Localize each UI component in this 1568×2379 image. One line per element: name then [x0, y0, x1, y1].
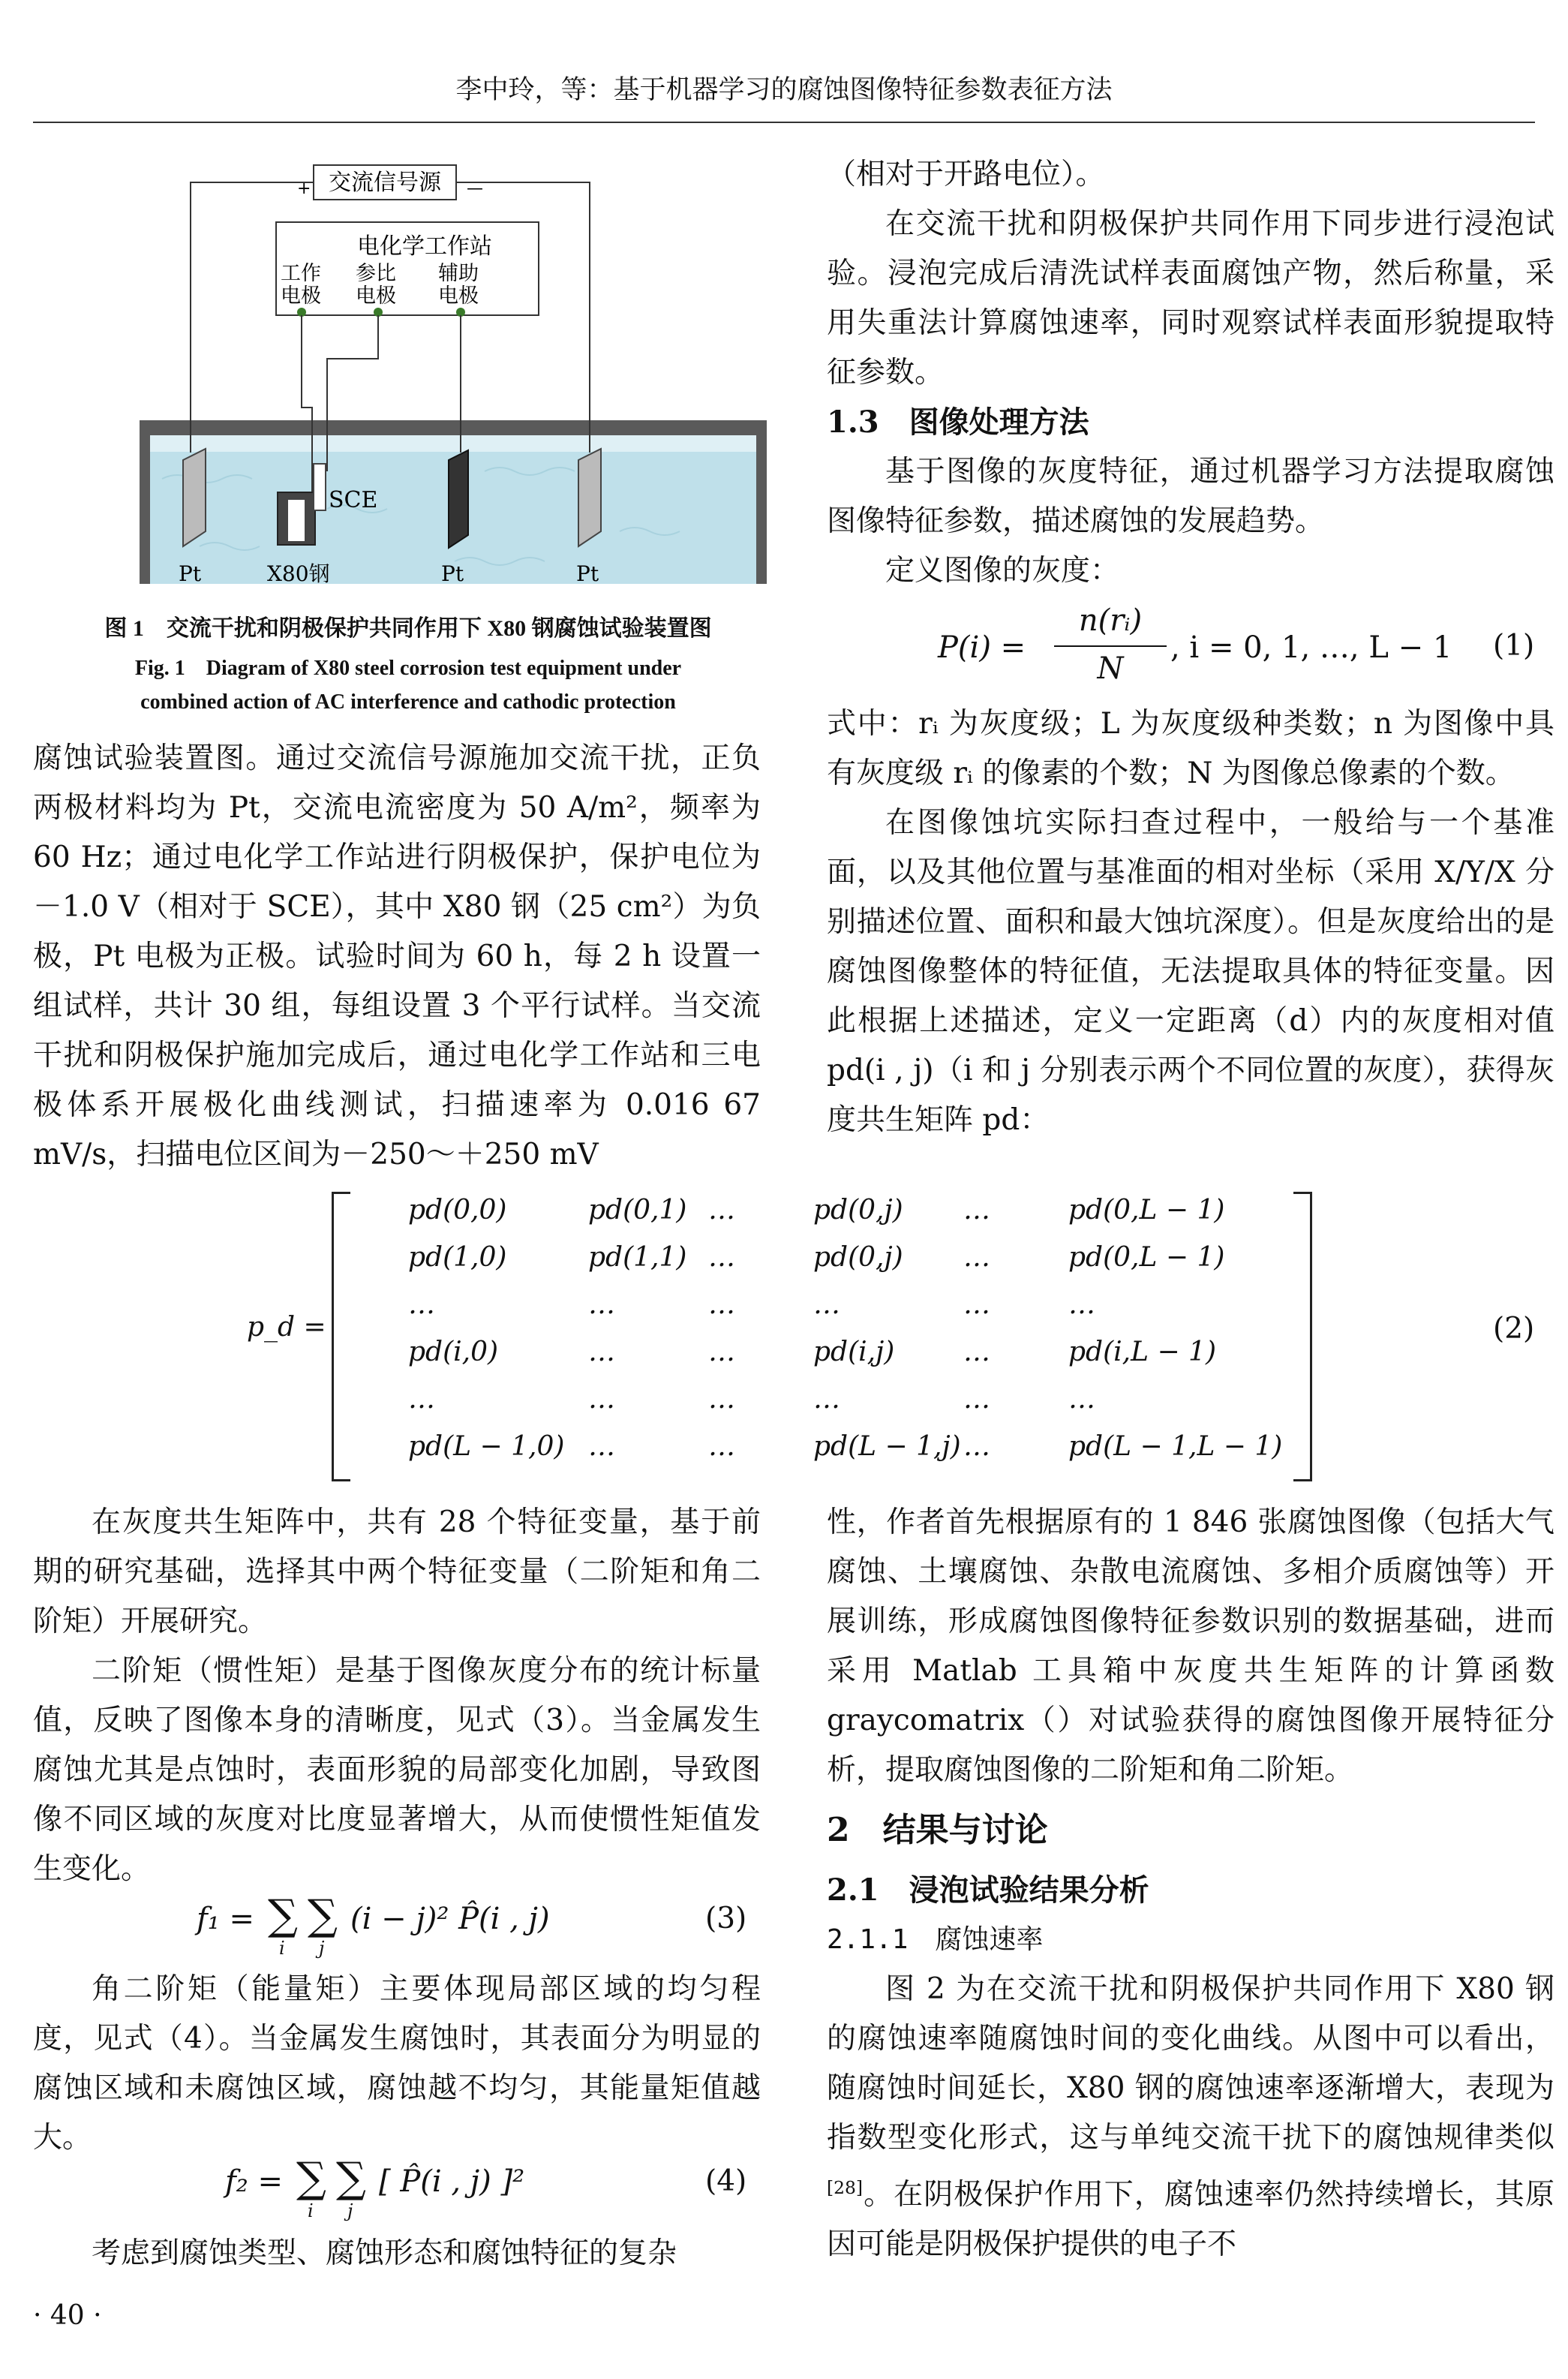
equation-4: f₂ = ∑ i ∑ j [ P̂(i , j) ]²: [225, 2154, 525, 2221]
matrix-cell: …: [408, 1384, 435, 1415]
matrix-bracket-right: [1293, 1192, 1312, 1481]
matrix-grid: [348, 1192, 1293, 1477]
matrix-cell: …: [963, 1195, 990, 1226]
plus-sign: +: [297, 179, 311, 198]
section-heading-2-1: 2.1 浸泡试验结果分析: [827, 1872, 1149, 1908]
matrix-cell: pd(0,1): [588, 1195, 687, 1226]
section-heading-2-1-1: 2.1.1 腐蚀速率: [827, 1924, 1044, 1955]
citation[interactable]: [28]: [827, 2177, 864, 2198]
equation-2-number: (2): [1493, 1312, 1535, 1346]
matrix-cell: pd(L − 1,0): [408, 1431, 565, 1462]
paragraph: 角二阶矩（能量矩）主要体现局部区域的均匀程度，见式（4）。当金属发生腐蚀时，其表面分为明显的腐蚀区域和未腐蚀区域，腐蚀越不均匀，其能量矩值越大。: [33, 1972, 761, 2155]
matrix-cell: …: [963, 1384, 990, 1415]
paragraph: 腐蚀试验装置图。通过交流信号源施加交流干扰，正负两极材料均为 Pt，交流电流密度为 50 A/m²，频率为 60 Hz；通过电化学工作站进行阴极保护，保护电位为－1.0 V（相对于 SCE），其中 X80 钢（25 cm²）为负极，Pt 电极为正极。试验时间为 60 h，每 2 h 设置一组试样，共计 30 组，每组设置 3 个平行试样。当交流干扰和阴极保护施加完成后，通过电化学工作站和三电极体系开展极化曲线测试，扫描速率为 0.016 67 mV/s，扫描电位区间为－250～＋250 mV: [33, 741, 761, 1171]
matrix-cell: pd(L − 1,j): [813, 1431, 961, 1462]
svg-text:Pt: Pt: [576, 561, 599, 584]
left-column-lower: [33, 1498, 761, 1894]
minus-sign: —: [467, 179, 483, 198]
sce-label: SCE: [329, 487, 378, 513]
paragraph: 二阶矩（惯性矩）是基于图像灰度分布的统计标量值，反映了图像本身的清晰度，见式（3）。当金属发生腐蚀尤其是点蚀时，表面形貌的局部变化加剧，导致图像不同区域的灰度对比度显著增大，从而使惯性矩值发生变化。: [33, 1654, 761, 1886]
equation-1-number: (1): [1493, 629, 1535, 663]
svg-text:Pt: Pt: [179, 561, 202, 584]
left-column-lower-3: [33, 2229, 761, 2278]
figure-caption-cn: 图 1 交流干扰和阴极保护共同作用下 X80 钢腐蚀试验装置图: [104, 616, 712, 641]
svg-text:工作: 工作: [281, 262, 321, 285]
matrix-cell: …: [588, 1337, 615, 1367]
matrix-cell: …: [813, 1289, 840, 1320]
matrix-cell: …: [963, 1431, 990, 1462]
right-column-middle: [827, 699, 1554, 1145]
equation-2-matrix: [33, 1192, 1535, 1484]
equation-3: f₁ = ∑ i ∑ j (i − j)² P̂(i , j): [197, 1891, 550, 1959]
equation-3-number: (3): [705, 1902, 747, 1935]
right-column-upper: [827, 150, 1554, 596]
matrix-cell: …: [708, 1384, 735, 1415]
matrix-cell: …: [708, 1195, 735, 1226]
matrix-cell: …: [408, 1289, 435, 1320]
matrix-cell: …: [708, 1337, 735, 1367]
matrix-cell: pd(0,L − 1): [1068, 1195, 1225, 1226]
figure-caption-en-2: combined action of AC interference and cathodic protection: [140, 690, 676, 714]
svg-text:电极: 电极: [281, 284, 321, 308]
workstation-label: 电化学工作站: [357, 233, 492, 260]
svg-text:电极: 电极: [356, 284, 396, 308]
svg-text:Pt: Pt: [441, 561, 464, 584]
matrix-cell: …: [963, 1289, 990, 1320]
paragraph: 式中：rᵢ 为灰度级；L 为灰度级种类数；n 为图像中具有灰度级 rᵢ 的像素的个数；N 为图像总像素的个数。: [827, 707, 1554, 790]
matrix-cell: pd(1,0): [408, 1242, 507, 1273]
matrix-cell: …: [708, 1289, 735, 1320]
matrix-cell: pd(L − 1,L − 1): [1068, 1431, 1283, 1462]
paragraph: 在交流干扰和阴极保护共同作用下同步进行浸泡试验。浸泡完成后清洗试样表面腐蚀产物，然后称量，采用失重法计算腐蚀速率，同时观察试样表面形貌提取特征参数。: [827, 207, 1554, 389]
paragraph: 在灰度共生矩阵中，共有 28 个特征变量，基于前期的研究基础，选择其中两个特征变量（二阶矩和角二阶矩）开展研究。: [33, 1505, 761, 1638]
left-column-upper: [33, 734, 761, 1180]
matrix-cell: …: [963, 1242, 990, 1273]
equation-4-number: (4): [705, 2164, 747, 2198]
matrix-cell: …: [1068, 1289, 1095, 1320]
svg-text:辅助: 辅助: [438, 262, 479, 285]
matrix-cell: …: [588, 1289, 615, 1320]
matrix-cell: pd(0,0): [408, 1195, 507, 1226]
matrix-cell: …: [813, 1384, 840, 1415]
matrix-cell: …: [1068, 1384, 1095, 1415]
section-heading-2: 2 结果与讨论: [827, 1811, 1048, 1849]
matrix-cell: pd(i,0): [408, 1337, 499, 1367]
paragraph: 基于图像的灰度特征，通过机器学习方法提取腐蚀图像特征参数，描述腐蚀的发展趋势。: [827, 455, 1554, 538]
right-column-lower: [827, 1498, 1554, 2269]
paragraph: （相对于开路电位）。: [827, 158, 1105, 191]
matrix-cell: pd(0,j): [813, 1195, 903, 1226]
ac-source-label: 交流信号源: [329, 170, 441, 196]
paragraph: 图 2 为在交流干扰和阴极保护共同作用下 X80 钢的腐蚀速率随腐蚀时间的变化曲线。从图中可以看出，随腐蚀时间延长，X80 钢的腐蚀速率逐渐增大，表现为指数型变化形式，这与单纯交流干扰下的腐蚀规律类似[28]。在阴极保护作用下，腐蚀速率仍然持续增长，其原因可能是阴极保护提供的电子不: [827, 1972, 1554, 2261]
matrix-cell: pd(i,j): [813, 1337, 895, 1367]
paragraph: 在图像蚀坑实际扫查过程中，一般给与一个基准面，以及其他位置与基准面的相对坐标（采用 X/Y/X 分别描述位置、面积和最大蚀坑深度）。但是灰度给出的是腐蚀图像整体的特征值，无法提取具体的特征变量。因此根据上述描述，定义一定距离（d）内的灰度相对值 pd(i , j)（i 和 j 分别表示两个不同位置的灰度），获得灰度共生矩阵 pd：: [827, 806, 1554, 1137]
paragraph: 考虑到腐蚀类型、腐蚀形态和腐蚀特征的复杂: [92, 2236, 677, 2270]
svg-text:参比: 参比: [356, 262, 396, 285]
running-header: 李中玲，等：基于机器学习的腐蚀图像特征参数表征方法: [455, 75, 1113, 105]
figure-1-diagram: [140, 156, 767, 584]
left-column-lower-2: [33, 1965, 761, 2163]
paragraph: 定义图像的灰度：: [885, 554, 1120, 588]
header-rule: [33, 122, 1535, 123]
section-heading-1-3: 1.3 图像处理方法: [827, 405, 1089, 440]
matrix-lhs: p_d =: [247, 1312, 326, 1343]
svg-text:电极: 电极: [438, 284, 479, 308]
matrix-cell: …: [588, 1384, 615, 1415]
matrix-cell: pd(i,L − 1): [1068, 1337, 1216, 1367]
matrix-cell: …: [708, 1431, 735, 1462]
matrix-cell: …: [708, 1242, 735, 1273]
page-number: · 40 ·: [33, 2300, 102, 2331]
svg-text:X80钢: X80钢: [267, 561, 330, 584]
matrix-cell: pd(1,1): [588, 1242, 687, 1273]
matrix-cell: pd(0,L − 1): [1068, 1242, 1225, 1273]
matrix-cell: …: [963, 1337, 990, 1367]
equation-1: P(i) = n(rᵢ) N , i = 0, 1, …, L − 1: [938, 603, 1452, 686]
paragraph: 性，作者首先根据原有的 1 846 张腐蚀图像（包括大气腐蚀、土壤腐蚀、杂散电流腐蚀、多相介质腐蚀等）开展训练，形成腐蚀图像特征参数识别的数据基础，进而采用 Matlab 工具箱中灰度共生矩阵的计算函数 graycomatrix（）对试验获得的腐蚀图像开展特征分析，提取腐蚀图像的二阶矩和角二阶矩。: [827, 1505, 1554, 1787]
matrix-cell: pd(0,j): [813, 1242, 903, 1273]
matrix-cell: …: [588, 1431, 615, 1462]
figure-caption-en-1: Fig. 1 Diagram of X80 steel corrosion test equipment under: [134, 657, 682, 680]
